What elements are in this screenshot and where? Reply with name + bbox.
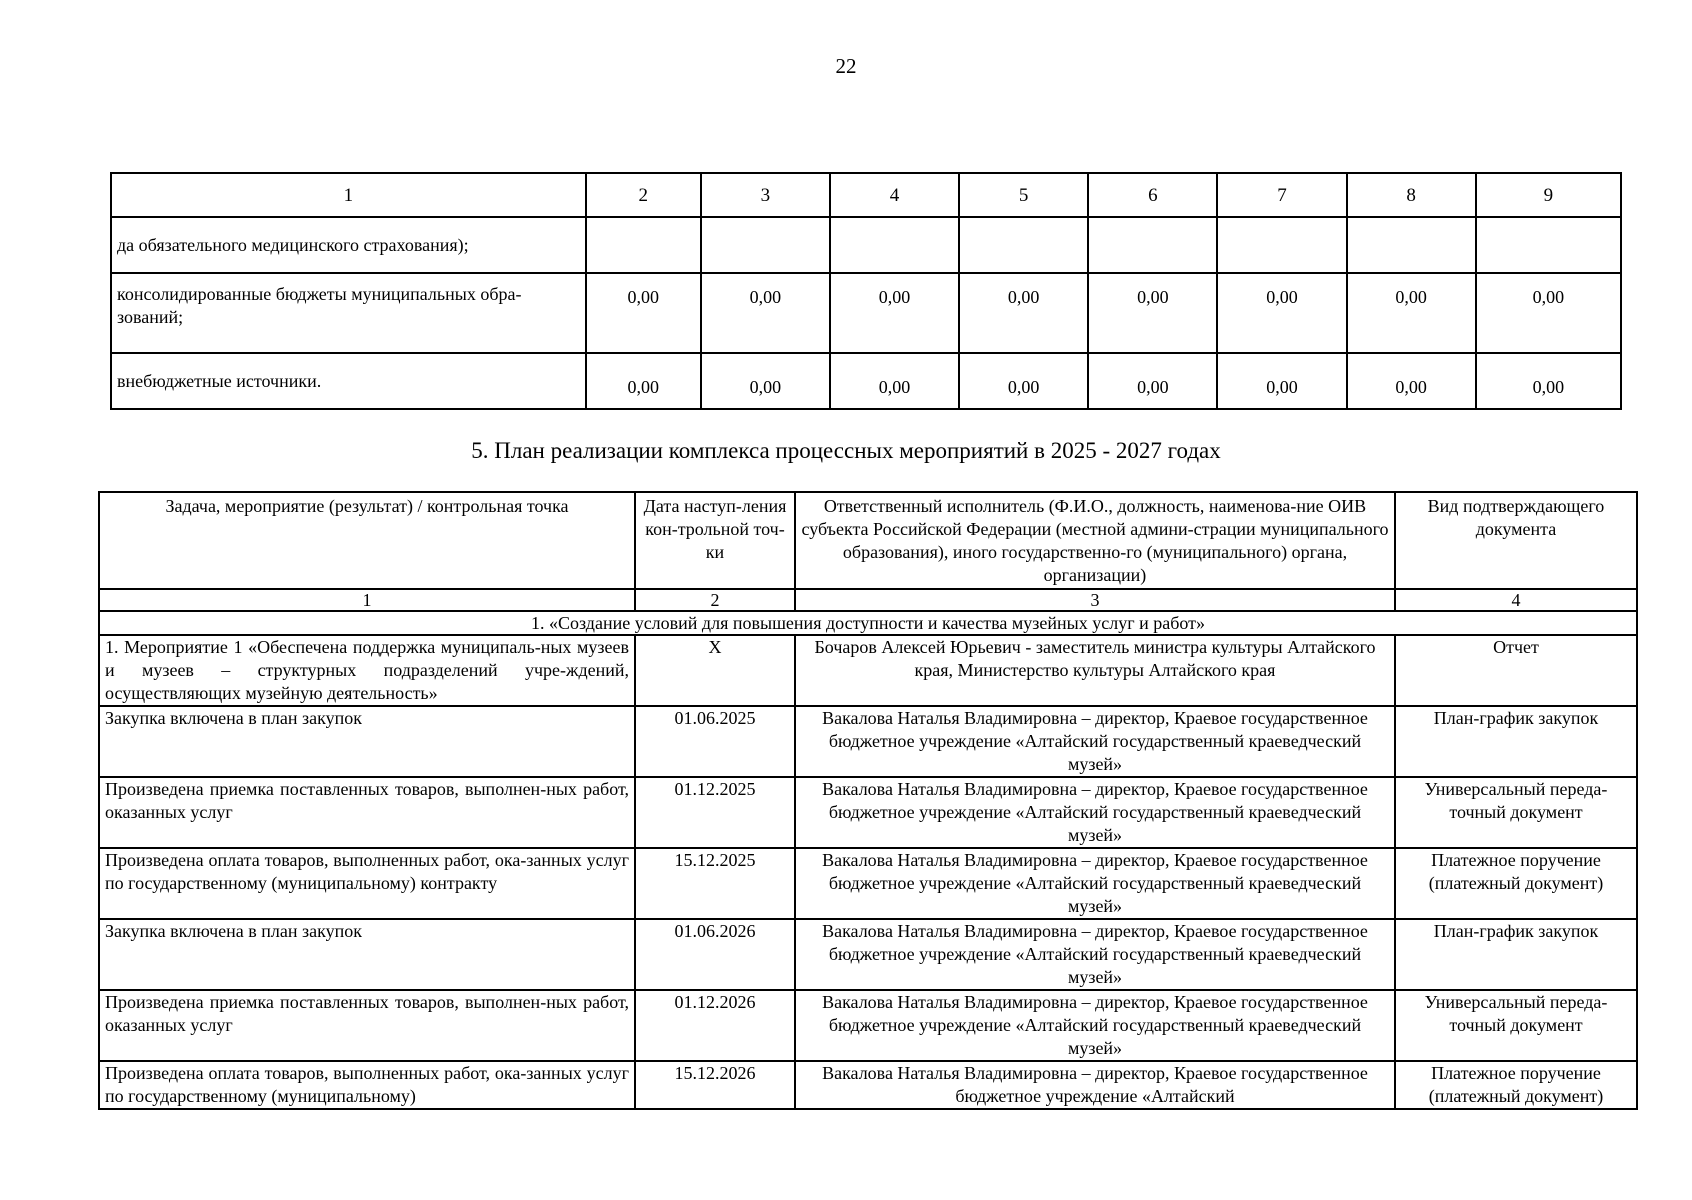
date-cell: 01.12.2026 xyxy=(635,990,795,1061)
funding-cell: 0,00 xyxy=(701,353,830,409)
funding-row xyxy=(111,217,1621,273)
funding-cell xyxy=(1217,217,1346,273)
funding-cell: 0,00 xyxy=(1476,273,1621,353)
funding-row-label: консолидированные бюджеты муниципальных обра-зований; xyxy=(111,273,586,353)
document-cell: Универсальный переда-точный документ xyxy=(1395,990,1637,1061)
plan-header-cell: Дата наступ-ления кон-трольной точ-ки xyxy=(635,492,795,589)
funding-row-label: внебюджетные источники. xyxy=(111,353,586,409)
plan-header-row xyxy=(99,492,1637,589)
funding-cell: 0,00 xyxy=(701,273,830,353)
plan-header-cell: Задача, мероприятие (результат) / контрольная точка xyxy=(99,492,635,589)
funding-header-cell: 1 xyxy=(111,173,586,217)
plan-column-number-row xyxy=(99,589,1637,611)
event-cell: Произведена оплата товаров, выполненных работ, ока-занных услуг по государственному (муниципальному) xyxy=(99,1061,635,1109)
funding-header-cell: 4 xyxy=(830,173,959,217)
funding-cell: 0,00 xyxy=(1217,273,1346,353)
plan-row xyxy=(99,1061,1637,1109)
funding-cell: 0,00 xyxy=(1088,353,1217,409)
funding-cell: 0,00 xyxy=(959,273,1088,353)
plan-task-row xyxy=(99,611,1637,635)
funding-header-row xyxy=(111,173,1621,217)
funding-row xyxy=(111,273,1621,353)
funding-cell: 0,00 xyxy=(586,353,701,409)
funding-cell xyxy=(701,217,830,273)
executor-cell: Вакалова Наталья Владимировна – директор, Краевое государственное бюджетное учреждение «Алтайский государственный краеведческий музей» xyxy=(795,706,1395,777)
executor-cell: Вакалова Наталья Владимировна – директор, Краевое государственное бюджетное учреждение «Алтайский государственный краеведческий музей» xyxy=(795,848,1395,919)
event-cell: Произведена приемка поставленных товаров, выполнен-ных работ, оказанных услуг xyxy=(99,777,635,848)
funding-cell xyxy=(586,217,701,273)
document-cell: Отчет xyxy=(1395,635,1637,706)
funding-cell: 0,00 xyxy=(830,353,959,409)
document-cell: Платежное поручение (платежный документ) xyxy=(1395,1061,1637,1109)
section-title: 5. План реализации комплекса процессных мероприятий в 2025 - 2027 годах xyxy=(471,438,1221,463)
plan-row xyxy=(99,635,1637,706)
column-number: 1 xyxy=(99,589,635,611)
date-cell: 15.12.2025 xyxy=(635,848,795,919)
funding-table xyxy=(110,172,1622,410)
funding-cell: 0,00 xyxy=(1088,273,1217,353)
funding-header-cell: 8 xyxy=(1347,173,1476,217)
funding-row-label: да обязательного медицинского страхования); xyxy=(111,217,586,273)
funding-cell xyxy=(959,217,1088,273)
event-cell: 1. Мероприятие 1 «Обеспечена поддержка муниципаль-ных музеев и музеев – структурных подразделений учре-ждений, осуществляющих музейную деятельность» xyxy=(99,635,635,706)
date-cell: 01.06.2025 xyxy=(635,706,795,777)
executor-cell: Бочаров Алексей Юрьевич - заместитель министра культуры Алтайского края, Министерство культуры Алтайского края xyxy=(795,635,1395,706)
plan-header-cell: Ответственный исполнитель (Ф.И.О., должность, наименова-ние ОИВ субъекта Российской Федерации (местной админи-страции муниципального образования), иного государственно-го (муниципального) органа, организации) xyxy=(795,492,1395,589)
funding-header-cell: 2 xyxy=(586,173,701,217)
funding-header-cell: 3 xyxy=(701,173,830,217)
plan-row xyxy=(99,919,1637,990)
column-number: 4 xyxy=(1395,589,1637,611)
page-number: 22 xyxy=(835,54,857,78)
funding-cell xyxy=(1088,217,1217,273)
executor-cell: Вакалова Наталья Владимировна – директор, Краевое государственное бюджетное учреждение «Алтайский xyxy=(795,1061,1395,1109)
plan-row xyxy=(99,990,1637,1061)
plan-row xyxy=(99,848,1637,919)
funding-cell xyxy=(1347,217,1476,273)
funding-cell: 0,00 xyxy=(1217,353,1346,409)
date-cell: 15.12.2026 xyxy=(635,1061,795,1109)
document-cell: Платежное поручение (платежный документ) xyxy=(1395,848,1637,919)
column-number: 3 xyxy=(795,589,1395,611)
event-cell: Закупка включена в план закупок xyxy=(99,919,635,990)
funding-cell xyxy=(830,217,959,273)
plan-row xyxy=(99,706,1637,777)
funding-cell: 0,00 xyxy=(1476,353,1621,409)
document-cell: Универсальный переда-точный документ xyxy=(1395,777,1637,848)
column-number: 2 xyxy=(635,589,795,611)
funding-cell: 0,00 xyxy=(586,273,701,353)
executor-cell: Вакалова Наталья Владимировна – директор, Краевое государственное бюджетное учреждение «Алтайский государственный краеведческий музей» xyxy=(795,777,1395,848)
executor-cell: Вакалова Наталья Владимировна – директор, Краевое государственное бюджетное учреждение «Алтайский государственный краеведческий музей» xyxy=(795,919,1395,990)
funding-header-cell: 7 xyxy=(1217,173,1346,217)
date-cell: 01.12.2025 xyxy=(635,777,795,848)
funding-cell: 0,00 xyxy=(1347,273,1476,353)
plan-table xyxy=(98,491,1638,1110)
funding-cell: 0,00 xyxy=(1347,353,1476,409)
funding-row xyxy=(111,353,1621,409)
plan-header-cell: Вид подтверждающего документа xyxy=(1395,492,1637,589)
funding-header-cell: 5 xyxy=(959,173,1088,217)
executor-cell: Вакалова Наталья Владимировна – директор, Краевое государственное бюджетное учреждение «Алтайский государственный краеведческий музей» xyxy=(795,990,1395,1061)
funding-header-cell: 6 xyxy=(1088,173,1217,217)
event-cell: Произведена оплата товаров, выполненных работ, ока-занных услуг по государственному (муниципальному) контракту xyxy=(99,848,635,919)
document-cell: План-график закупок xyxy=(1395,706,1637,777)
funding-cell xyxy=(1476,217,1621,273)
task-title: 1. «Создание условий для повышения доступности и качества музейных услуг и работ» xyxy=(99,611,1637,635)
date-cell: X xyxy=(635,635,795,706)
date-cell: 01.06.2026 xyxy=(635,919,795,990)
event-cell: Закупка включена в план закупок xyxy=(99,706,635,777)
funding-cell: 0,00 xyxy=(830,273,959,353)
plan-row xyxy=(99,777,1637,848)
document-cell: План-график закупок xyxy=(1395,919,1637,990)
funding-header-cell: 9 xyxy=(1476,173,1621,217)
event-cell: Произведена приемка поставленных товаров, выполнен-ных работ, оказанных услуг xyxy=(99,990,635,1061)
funding-cell: 0,00 xyxy=(959,353,1088,409)
